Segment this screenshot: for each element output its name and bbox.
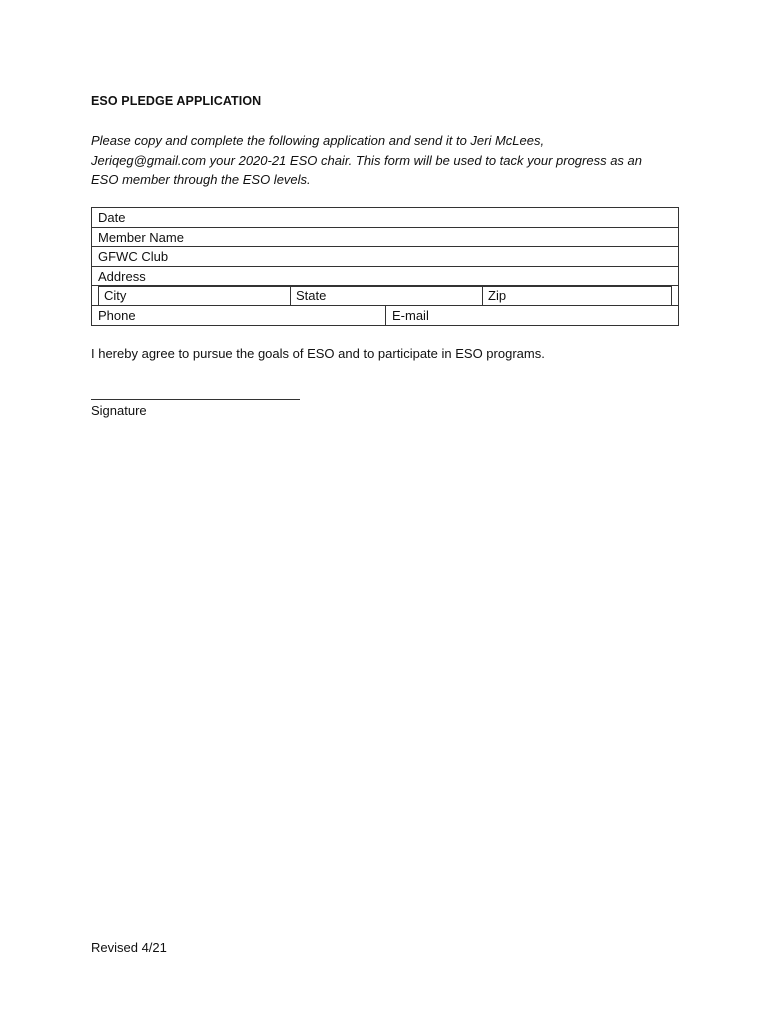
- form-row-club[interactable]: [92, 247, 678, 267]
- intro-paragraph: [91, 131, 691, 190]
- revision-note: Revised 4/21: [91, 940, 167, 955]
- city-label: City: [104, 288, 127, 303]
- zip-field[interactable]: [483, 287, 671, 306]
- intro-line: Please copy and complete the following application and send it to Jeri McLees,: [91, 133, 545, 148]
- signature-line[interactable]: [91, 399, 300, 400]
- signature-label: Signature: [91, 403, 147, 418]
- form-row-phone-email: [92, 306, 678, 326]
- zip-label: Zip: [488, 288, 507, 303]
- club-label: GFWC Club: [98, 249, 169, 264]
- agreement-statement: I hereby agree to pursue the goals of ESO and to participate in ESO programs.: [91, 346, 545, 361]
- intro-line: Jeriqeg@gmail.com your 2020-21 ESO chair. This form will be used to tack your progress as an: [91, 152, 643, 168]
- address-label: Address: [98, 268, 146, 284]
- form-row-date[interactable]: [92, 208, 678, 228]
- city-field[interactable]: [99, 287, 291, 306]
- email-label: E-mail: [392, 307, 429, 323]
- document-title: ESO PLEDGE APPLICATION: [91, 94, 262, 108]
- form-row-member-name[interactable]: [92, 228, 678, 248]
- intro-line: ESO member through the ESO levels.: [91, 172, 311, 187]
- phone-label: Phone: [98, 307, 136, 323]
- address-subtable: [98, 286, 672, 306]
- member-name-label: Member Name: [98, 229, 184, 245]
- form-row-address[interactable]: [92, 267, 678, 287]
- date-label: Date: [98, 210, 126, 225]
- form-row-city-state-zip: [92, 286, 678, 306]
- application-form: [91, 207, 679, 326]
- state-field[interactable]: [291, 287, 483, 306]
- state-label: State: [296, 288, 327, 303]
- email-field[interactable]: [386, 306, 429, 326]
- phone-field[interactable]: [92, 306, 386, 326]
